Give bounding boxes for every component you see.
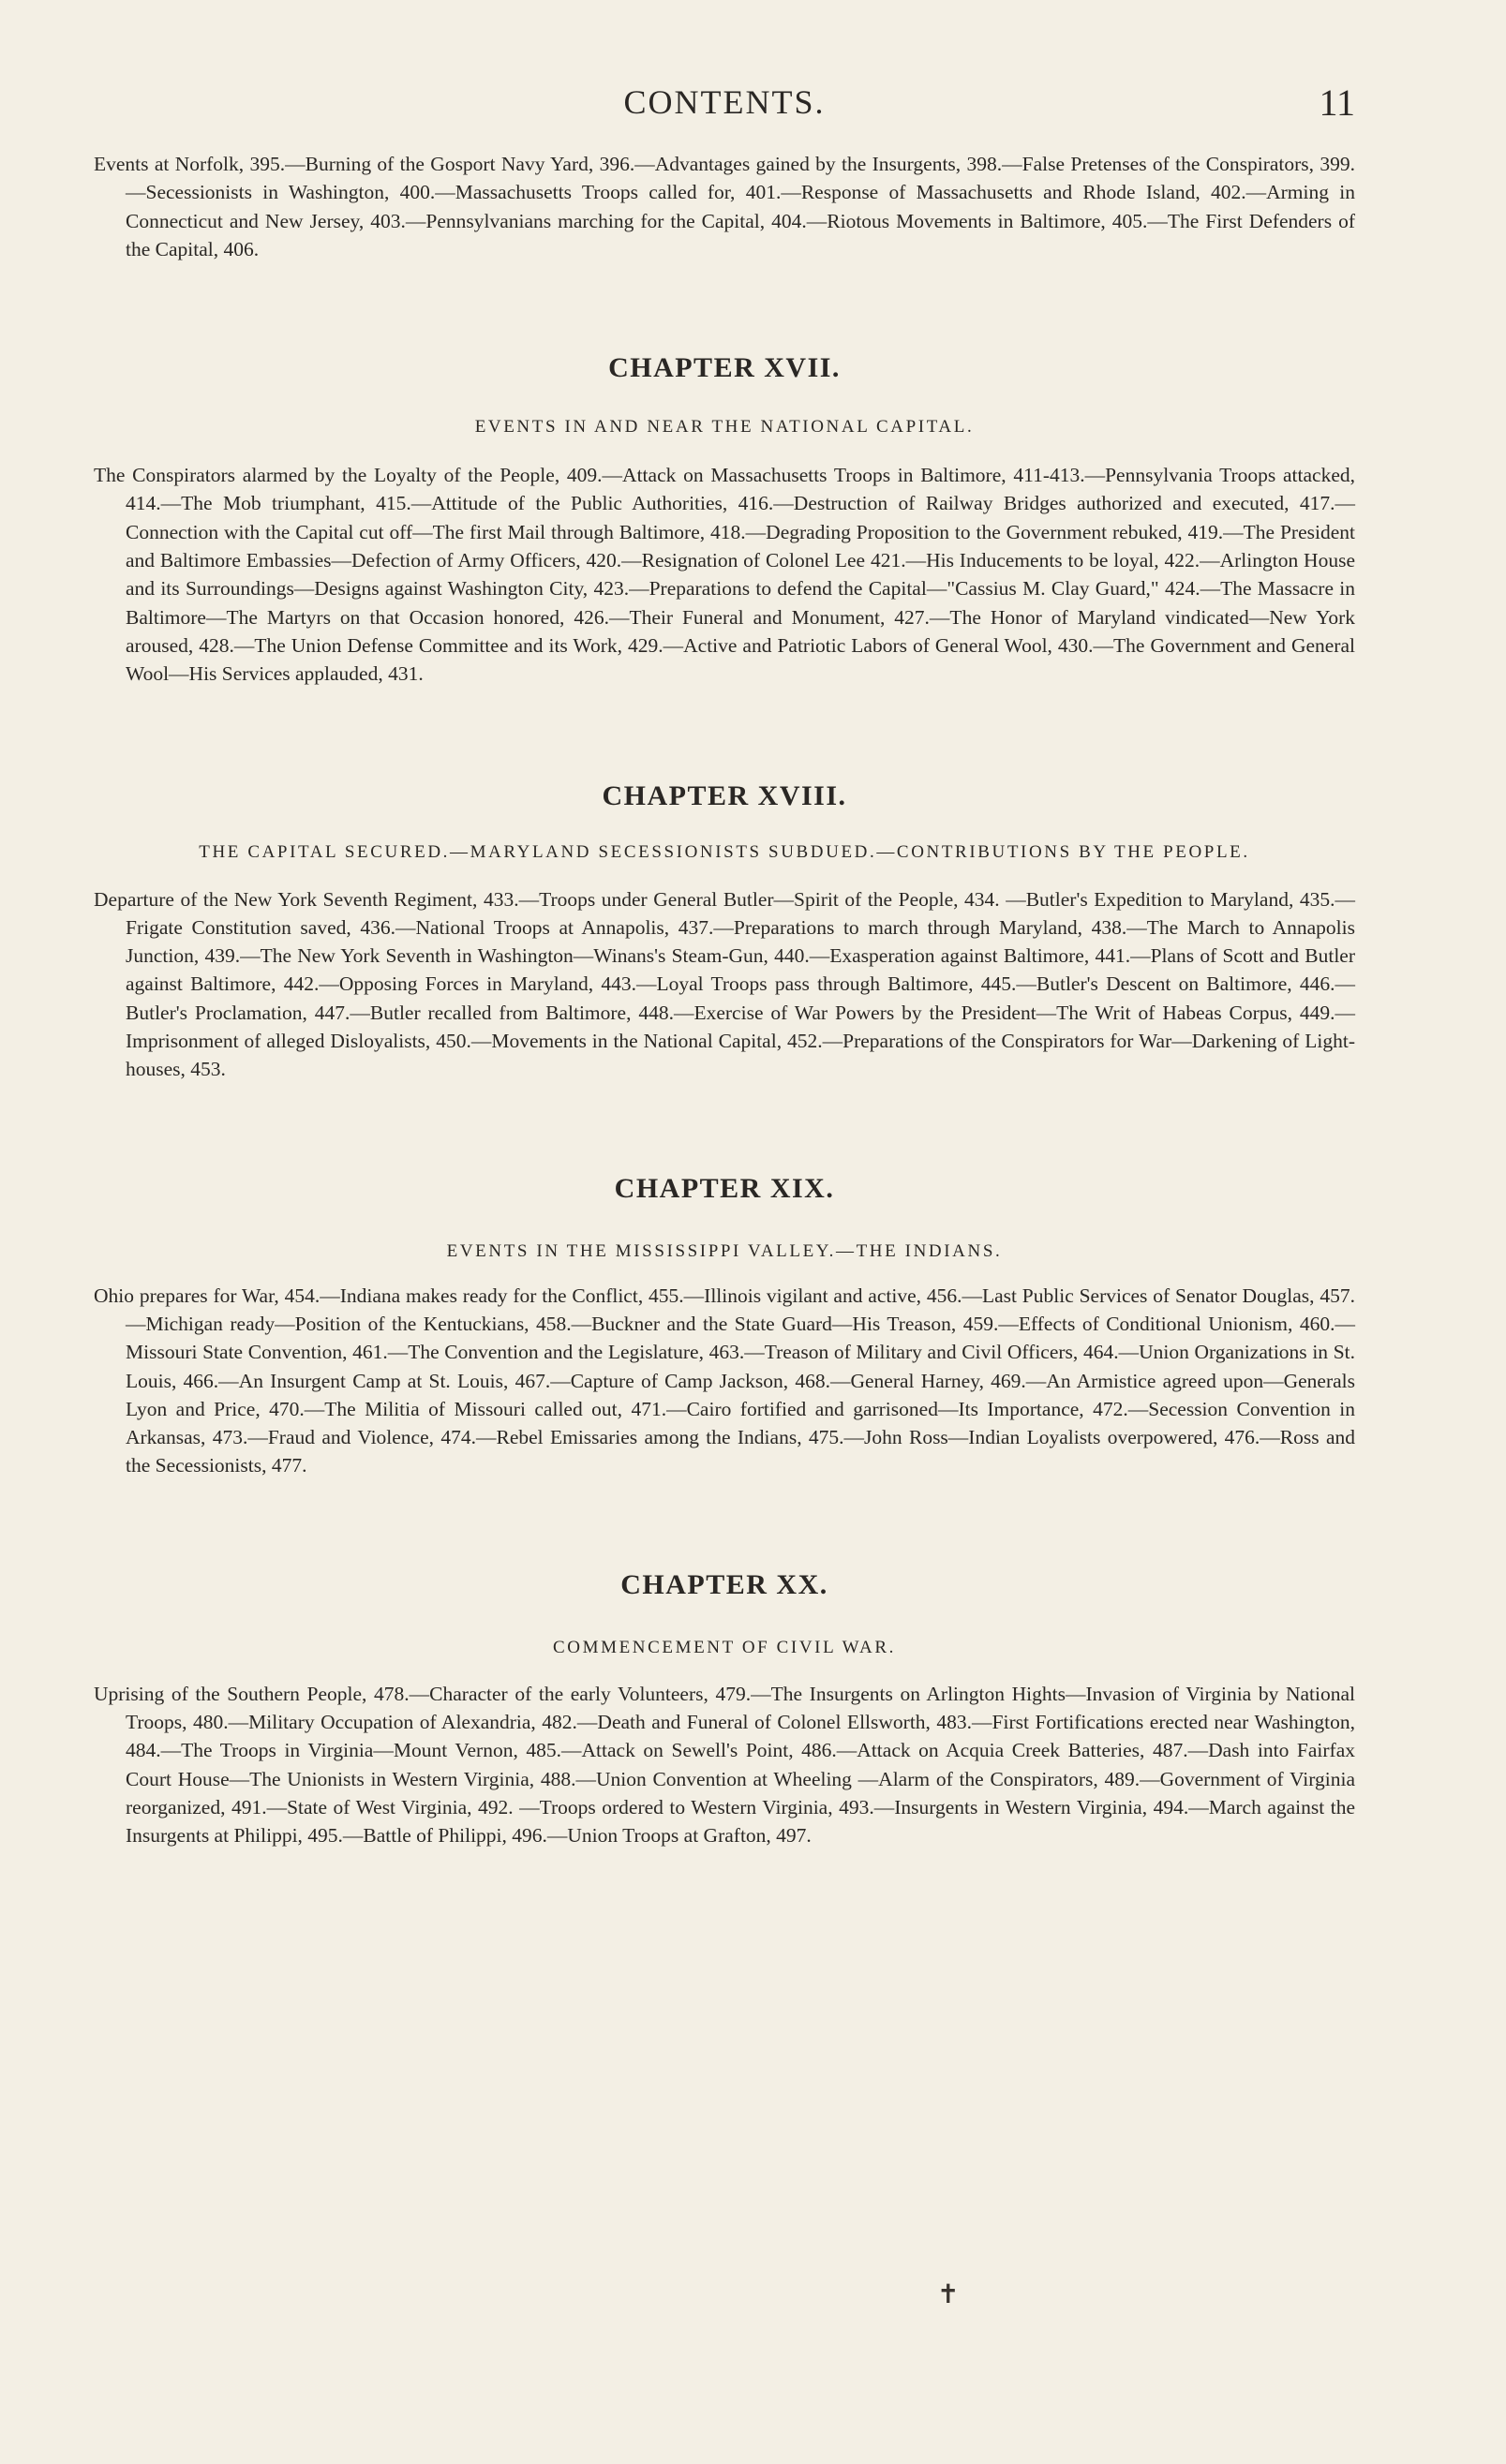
contents-page — [94, 73, 1355, 1850]
chapter-summary: Departure of the New York Seventh Regiment, 433.—Troops under General Butler—Spirit of the People, 434. —Butler's Expedition to Maryland, 435.—Frigate Constitution saved, 436.—National Troops at Annapolis, 437.—Preparations to march through Maryland, 438.—The March to Annapolis Junction, 439.—The New York Seventh in Washington—Winans's Steam-Gun, 440.—Exasperation against Baltimore, 441.—Plans of Scott and Butler against Baltimore, 442.—Opposing Forces in Maryland, 443.—Loyal Troops pass through Baltimore, 445.—Butler's Descent on Baltimore, 446.—Butler's Proclamation, 447.—Butler recalled from Baltimore, 448.—Exercise of War Powers by the President—The Writ of Habeas Corpus, 449.—Imprisonment of alleged Disloyalists, 450.—Movements in the National Capital, 452.—Preparations of the Conspirators for War—Darkening of Light-houses, 453. — [94, 887, 1355, 1081]
chapter-heading: CHAPTER XIX. — [614, 1172, 835, 1204]
chapter-heading: CHAPTER XVII. — [608, 352, 841, 384]
chapter-subtitle: THE CAPITAL SECURED.—MARYLAND SECESSIONISTS SUBDUED.—CONTRIBUTIONS BY THE PEOPLE. — [199, 841, 1250, 862]
running-title: CONTENTS. — [623, 83, 826, 121]
intro-paragraph: Events at Norfolk, 395.—Burning of the Gosport Navy Yard, 396.—Advantages gained by the Insurgents, 398.—False Pretenses of the Conspirators, 399.—Secessionists in Washington, 400.—Massachusetts Troops called for, 401.—Response of Massachusetts and Rhode Island, 402.—Arming in Connecticut and New Jersey, 403.—Pennsylvanians marching for the Capital, 404.—Riotous Movements in Baltimore, 405.—The First Defenders of the Capital, 406. — [94, 153, 1355, 260]
chapter-subtitle: EVENTS IN AND NEAR THE NATIONAL CAPITAL. — [474, 417, 975, 438]
chapter-subtitle: COMMENCEMENT OF CIVIL WAR. — [553, 1637, 896, 1657]
chapter-summary: Ohio prepares for War, 454.—Indiana makes ready for the Conflict, 455.—Illinois vigilant and active, 456.—Last Public Services of Senator Douglas, 457.—Michigan ready—Position of the Kentuckians, 458.—Buckner and the State Guard—His Treason, 459.—Effects of Conditional Unionism, 460.—Missouri State Convention, 461.—The Convention and the Legislature, 463.—Treason of Military and Civil Officers, 464.—Union Organizations in St. Louis, 466.—An Insurgent Camp at St. Louis, 467.—Capture of Camp Jackson, 468.—General Harney, 469.—An Armistice agreed upon—Generals Lyon and Price, 470.—The Militia of Missouri called out, 471.—Cairo fortified and garrisoned—Its Importance, 472.—Secession Convention in Arkansas, 473.—Fraud and Violence, 474.—Rebel Emissaries among the Indians, 475.—John Ross—Indian Loyalists overpowered, 476.—Ross and the Secessionists, 477. — [94, 1284, 1355, 1477]
chapter-subtitle: EVENTS IN THE MISSISSIPPI VALLEY.—THE INDIANS. — [446, 1240, 1003, 1261]
running-head — [94, 73, 1355, 129]
chapter-18 — [94, 780, 1355, 1084]
chapter-17 — [94, 352, 1355, 688]
page-number: 11 — [1319, 82, 1355, 124]
chapter-19 — [94, 1173, 1355, 1480]
chapter-20 — [94, 1569, 1355, 1850]
chapter-summary: The Conspirators alarmed by the Loyalty of the People, 409.—Attack on Massachusetts Troops in Baltimore, 411-413.—Pennsylvania Troops attacked, 414.—The Mob triumphant, 415.—Attitude of the Public Authorities, 416.—Destruction of Railway Bridges authorized and executed, 417.—Connection with the Capital cut off—The first Mail through Baltimore, 418.—Degrading Proposition to the Government rebuked, 419.—The President and Baltimore Embassies—Defection of Army Officers, 420.—Resignation of Colonel Lee 421.—His Inducements to be loyal, 422.—Arlington House and its Surroundings—Designs against Washington City, 423.—Preparations to defend the Capital—"Cassius M. Clay Guard," 424.—The Massacre in Baltimore—The Martyrs on that Occasion honored, 426.—Their Funeral and Monument, 427.—The Honor of Maryland vindicated—New York aroused, 428.—The Union Defense Committee and its Work, 429.—Active and Patriotic Labors of General Wool, 430.—The Government and General Wool—His Services applauded, 431. — [94, 464, 1355, 686]
footer-ornament-icon: ✝ — [937, 2280, 960, 2309]
chapter-heading: CHAPTER XVIII. — [602, 779, 847, 811]
chapter-summary: Uprising of the Southern People, 478.—Character of the early Volunteers, 479.—The Insurgents on Arlington Hights—Invasion of Virginia by National Troops, 480.—Military Occupation of Alexandria, 482.—Death and Funeral of Colonel Ellsworth, 483.—First Fortifications erected near Washington, 484.—The Troops in Virginia—Mount Vernon, 485.—Attack on Sewell's Point, 486.—Attack on Acquia Creek Batteries, 487.—Dash into Fairfax Court House—The Unionists in Western Virginia, 488.—Union Convention at Wheeling —Alarm of the Conspirators, 489.—Government of Virginia reorganized, 491.—State of West Virginia, 492. —Troops ordered to Western Virginia, 493.—Insurgents in Western Virginia, 494.—March against the Insurgents at Philippi, 495.—Battle of Philippi, 496.—Union Troops at Grafton, 497. — [94, 1682, 1355, 1848]
chapter-heading: CHAPTER XX. — [620, 1568, 828, 1600]
